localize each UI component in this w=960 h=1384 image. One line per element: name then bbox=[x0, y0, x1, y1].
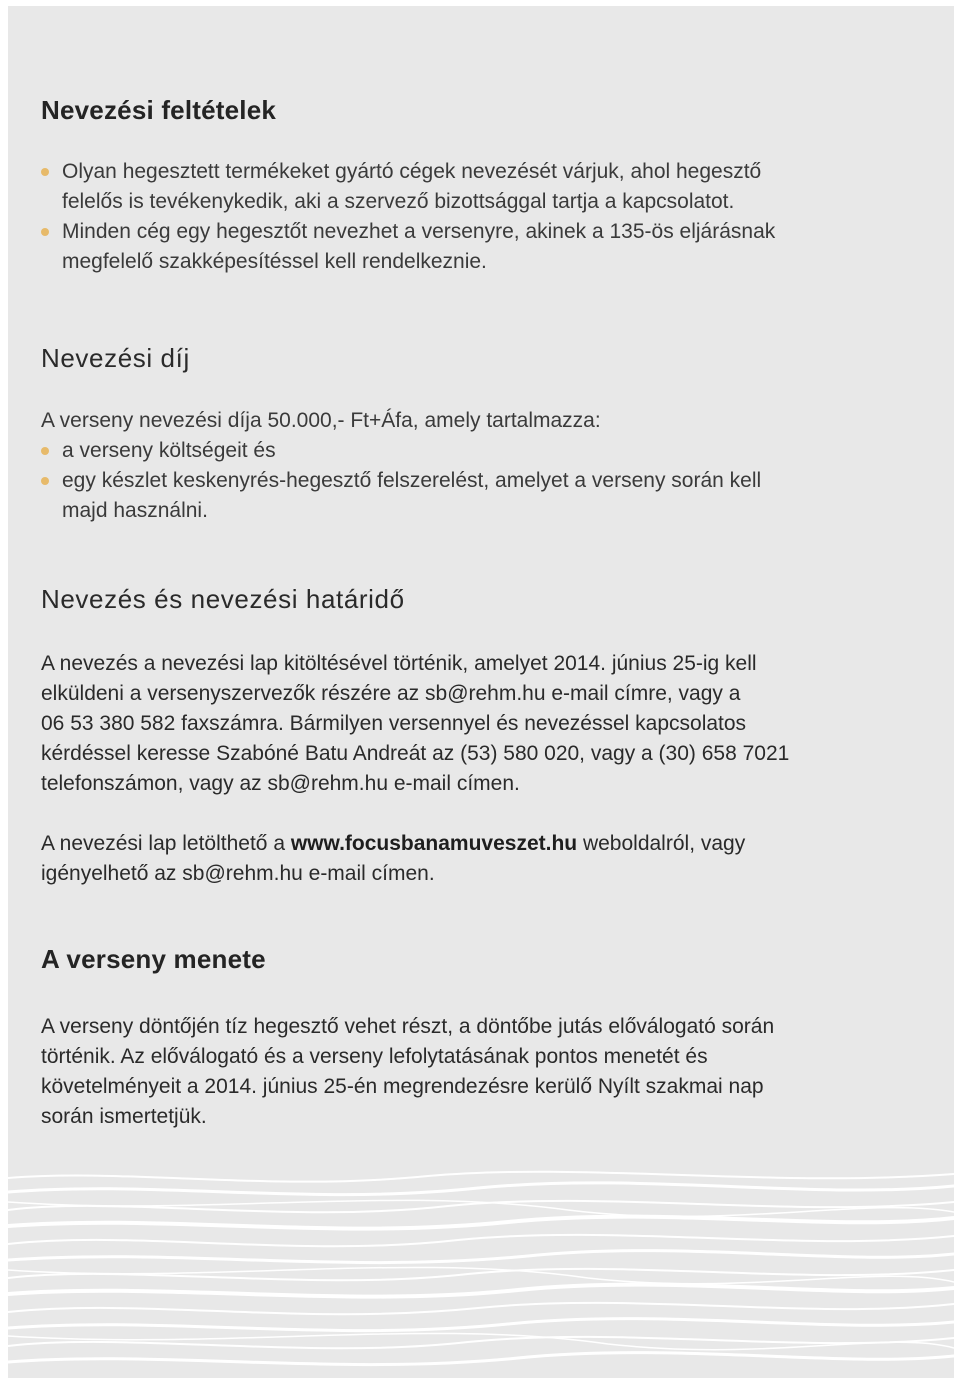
bullet-icon bbox=[41, 228, 49, 236]
conditions-list bbox=[41, 157, 775, 277]
section-title-nevezesi-feltetelek: Nevezési feltételek bbox=[41, 95, 277, 125]
entry-paragraph: A nevezés a nevezési lap kitöltésével történik, amelyet 2014. június 25-ig kell elküldeni a versenyszervezők részére az sb@rehm.hu e-mail címre, vagy a 06 53 380 582 faxszámra. Bármilyen versennyel és nevezéssel kapcsolatos kérdéssel keresse Szabóné Batu Andreát az (53) 580 020, vagy a (30) 658 7021 telefonszámon, vagy az sb@rehm.hu e-mail címen. bbox=[41, 652, 790, 795]
decorative-wave-lines bbox=[8, 1166, 954, 1378]
list-item: Olyan hegesztett termékeket gyártó cégek nevezését várjuk, ahol hegesztő felelős is tevékenykedik, aki a szervező bizottsággal tartja a kapcsolatot. bbox=[41, 157, 775, 217]
list-item: egy készlet keskenyrés-hegesztő felszerelést, amelyet a verseny során kell majd használni. bbox=[41, 466, 761, 526]
fee-list bbox=[41, 436, 761, 526]
bullet-icon bbox=[41, 168, 49, 176]
list-item: a verseny költségeit és bbox=[41, 436, 761, 466]
section-title-verseny-menete: A verseny menete bbox=[41, 944, 266, 974]
section-title-nevezesi-dij: Nevezési díj bbox=[41, 343, 190, 373]
section-title-nevezes-hatarido: Nevezés és nevezési határidő bbox=[41, 584, 405, 614]
bullet-icon bbox=[41, 447, 49, 455]
list-item: Minden cég egy hegesztőt nevezhet a versenyre, akinek a 135-ös eljárásnak megfelelő szakképesítéssel kell rendelkeznie. bbox=[41, 217, 775, 277]
page-panel bbox=[8, 6, 954, 1378]
fee-intro: A verseny nevezési díja 50.000,- Ft+Áfa, amely tartalmazza: bbox=[41, 409, 601, 432]
website-link[interactable]: www.focusbanamuveszet.hu bbox=[290, 832, 578, 855]
bullet-icon bbox=[41, 477, 49, 485]
download-paragraph: A nevezési lap letölthető a www.focusbanamuveszet.hu weboldalról, vagy igényelhető az sb@rehm.hu e-mail címen. bbox=[41, 832, 746, 885]
process-paragraph: A verseny döntőjén tíz hegesztő vehet részt, a döntőbe jutás előválogató során történik. Az előválogató és a verseny lefolytatásának pontos menetét és követelményeit a 2014. június 25-én megrendezésre kerülő Nyílt szakmai nap során ismertetjük. bbox=[41, 1015, 775, 1128]
